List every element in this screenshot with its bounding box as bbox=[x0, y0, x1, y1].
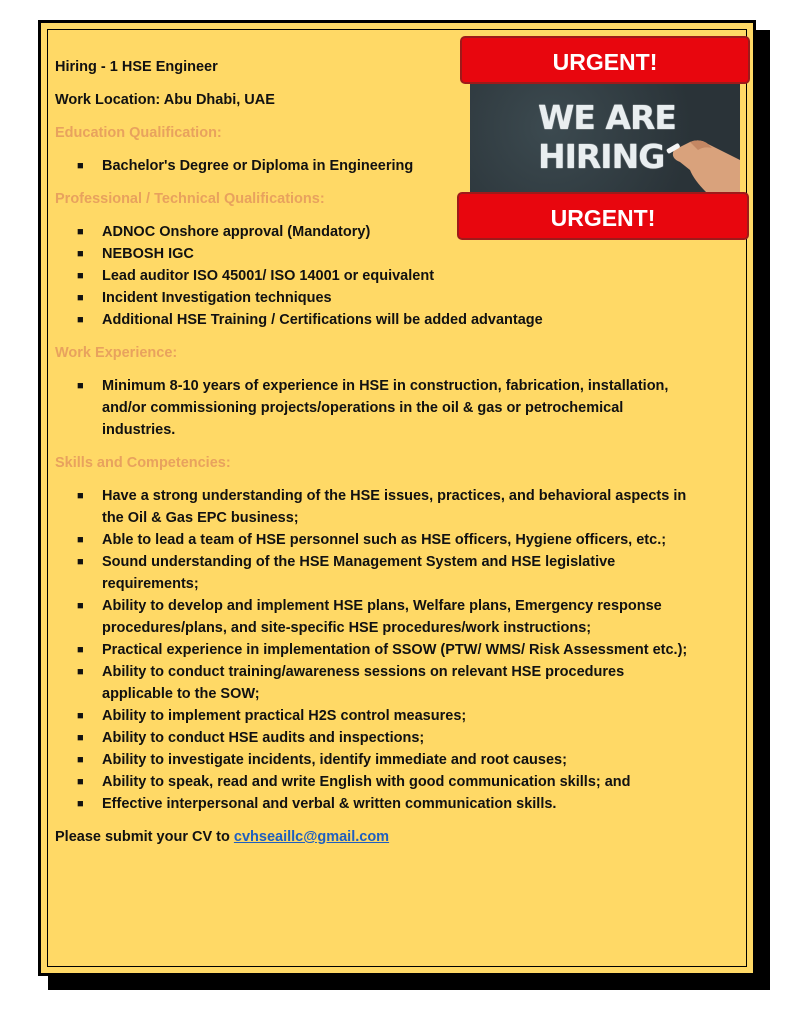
list-item-text: ADNOC Onshore approval (Mandatory) bbox=[102, 224, 371, 240]
square-bullet-icon: ■ bbox=[77, 776, 84, 788]
list-item-text: Effective interpersonal and verbal & written communication skills. bbox=[102, 796, 557, 812]
urgent-badge-bottom: URGENT! bbox=[457, 192, 749, 240]
square-bullet-icon: ■ bbox=[77, 292, 84, 304]
list-item-text: Ability to investigate incidents, identify immediate and root causes; bbox=[102, 752, 567, 768]
square-bullet-icon: ■ bbox=[77, 160, 84, 172]
cv-email-link[interactable]: cvhseaillc@gmail.com bbox=[233, 829, 390, 845]
list-item-text: NEBOSH IGC bbox=[102, 246, 194, 262]
list-item-text: Practical experience in implementation of SSOW (PTW/ WMS/ Risk Assessment etc.); bbox=[102, 642, 688, 658]
list-item-text: Additional HSE Training / Certifications will be added advantage bbox=[102, 312, 543, 328]
chalkboard-line-1: WE ARE bbox=[538, 98, 676, 137]
chalkboard-image bbox=[470, 84, 740, 192]
skills-list bbox=[55, 485, 695, 815]
list-item-text: Lead auditor ISO 45001/ ISO 14001 or equivalent bbox=[102, 268, 435, 284]
list-item-text: Minimum 8-10 years of experience in HSE in construction, fabrication, installation, and/or commissioning projects/operations in the oil & gas or petrochemical industries. bbox=[102, 378, 669, 438]
list-item bbox=[55, 749, 695, 771]
square-bullet-icon: ■ bbox=[77, 314, 84, 326]
square-bullet-icon: ■ bbox=[77, 534, 84, 546]
cv-text: Please submit your CV to bbox=[55, 829, 234, 845]
list-item bbox=[55, 661, 695, 705]
list-item bbox=[55, 287, 695, 309]
experience-list bbox=[55, 375, 695, 441]
hiring-banner bbox=[460, 36, 750, 240]
square-bullet-icon: ■ bbox=[77, 556, 84, 568]
list-item bbox=[55, 793, 695, 815]
list-item bbox=[55, 243, 695, 265]
work-location: Work Location: Abu Dhabi, UAE bbox=[55, 92, 275, 108]
urgent-badge-top: URGENT! bbox=[460, 36, 750, 84]
list-item bbox=[55, 551, 695, 595]
square-bullet-icon: ■ bbox=[77, 226, 84, 238]
square-bullet-icon: ■ bbox=[77, 248, 84, 260]
square-bullet-icon: ■ bbox=[77, 490, 84, 502]
hiring-title: Hiring - 1 HSE Engineer bbox=[55, 59, 218, 75]
square-bullet-icon: ■ bbox=[77, 666, 84, 678]
square-bullet-icon: ■ bbox=[77, 644, 84, 656]
skills-heading: Skills and Competencies: bbox=[55, 455, 231, 471]
square-bullet-icon: ■ bbox=[77, 710, 84, 722]
square-bullet-icon: ■ bbox=[77, 732, 84, 744]
list-item bbox=[55, 265, 695, 287]
list-item-text: Ability to develop and implement HSE plans, Welfare plans, Emergency response procedures/plans, and site-specific HSE procedures/work instructions; bbox=[102, 598, 662, 636]
list-item-text: Sound understanding of the HSE Management System and HSE legislative requirements; bbox=[102, 554, 616, 592]
list-item bbox=[55, 727, 695, 749]
list-item-text: Bachelor's Degree or Diploma in Engineering bbox=[102, 158, 414, 174]
education-heading: Education Qualification: bbox=[55, 125, 222, 141]
list-item-text: Incident Investigation techniques bbox=[102, 290, 332, 306]
hand-chalk-icon bbox=[660, 120, 740, 192]
list-item bbox=[55, 529, 695, 551]
square-bullet-icon: ■ bbox=[77, 270, 84, 282]
list-item bbox=[55, 705, 695, 727]
square-bullet-icon: ■ bbox=[77, 600, 84, 612]
list-item-text: Ability to conduct HSE audits and inspections; bbox=[102, 730, 425, 746]
list-item bbox=[55, 485, 695, 529]
list-item bbox=[55, 771, 695, 793]
list-item bbox=[55, 639, 695, 661]
list-item-text: Ability to implement practical H2S control measures; bbox=[102, 708, 467, 724]
square-bullet-icon: ■ bbox=[77, 754, 84, 766]
professional-heading: Professional / Technical Qualifications: bbox=[55, 191, 325, 207]
square-bullet-icon: ■ bbox=[77, 380, 84, 392]
chalkboard-text bbox=[538, 98, 676, 176]
list-item-text: Ability to speak, read and write English with good communication skills; and bbox=[102, 774, 631, 790]
list-item-text: Have a strong understanding of the HSE issues, practices, and behavioral aspects in the Oil & Gas EPC business; bbox=[102, 488, 687, 526]
list-item bbox=[55, 595, 695, 639]
experience-heading: Work Experience: bbox=[55, 345, 178, 361]
list-item bbox=[55, 375, 695, 441]
cv-instruction bbox=[55, 826, 695, 848]
list-item-text: Ability to conduct training/awareness sessions on relevant HSE procedures applicable to the SOW; bbox=[102, 664, 625, 702]
square-bullet-icon: ■ bbox=[77, 798, 84, 810]
list-item bbox=[55, 309, 695, 331]
list-item-text: Able to lead a team of HSE personnel such as HSE officers, Hygiene officers, etc.; bbox=[102, 532, 667, 548]
chalkboard-line-2: HIRING bbox=[538, 137, 665, 176]
